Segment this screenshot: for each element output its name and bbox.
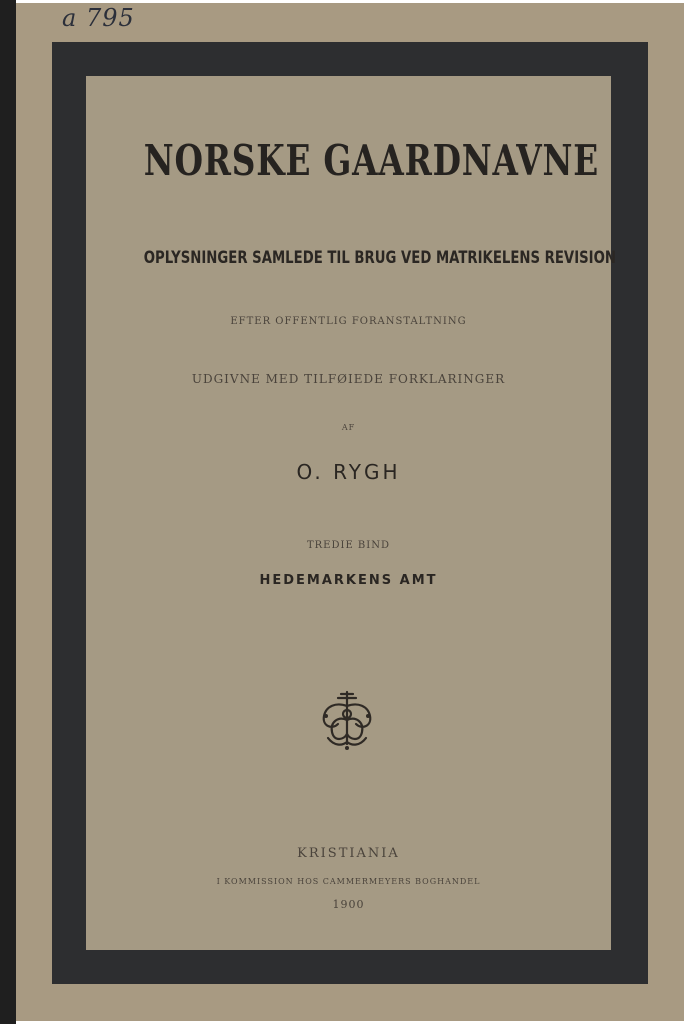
af-line: AF xyxy=(341,423,356,432)
publication-year: 1900 xyxy=(332,898,365,911)
publication-city: KRISTIANIA xyxy=(297,846,400,861)
efter-line: EFTER OFFENTLIG FORANSTALTNING xyxy=(230,316,467,327)
book-subtitle: OPLYSNINGER SAMLEDE TIL BRUG VED MATRIKELENS REVISION xyxy=(143,248,616,268)
publisher-ornament-icon xyxy=(314,686,380,752)
author-name: O. RYGH xyxy=(296,460,401,484)
book-title: NORSKE GAARDNAVNE xyxy=(143,136,599,185)
volume-label: TREDIE BIND xyxy=(306,540,390,551)
region-title: HEDEMARKENS AMT xyxy=(259,573,438,588)
title-panel xyxy=(86,76,616,950)
book-spine-edge xyxy=(0,0,16,1024)
handwritten-shelfmark: a 795 xyxy=(62,4,135,32)
udgivne-line: UDGIVNE MED TILFØIEDE FORKLARINGER xyxy=(191,372,506,386)
publisher-line: I KOMMISSION HOS CAMMERMEYERS BOGHANDEL xyxy=(216,877,481,886)
